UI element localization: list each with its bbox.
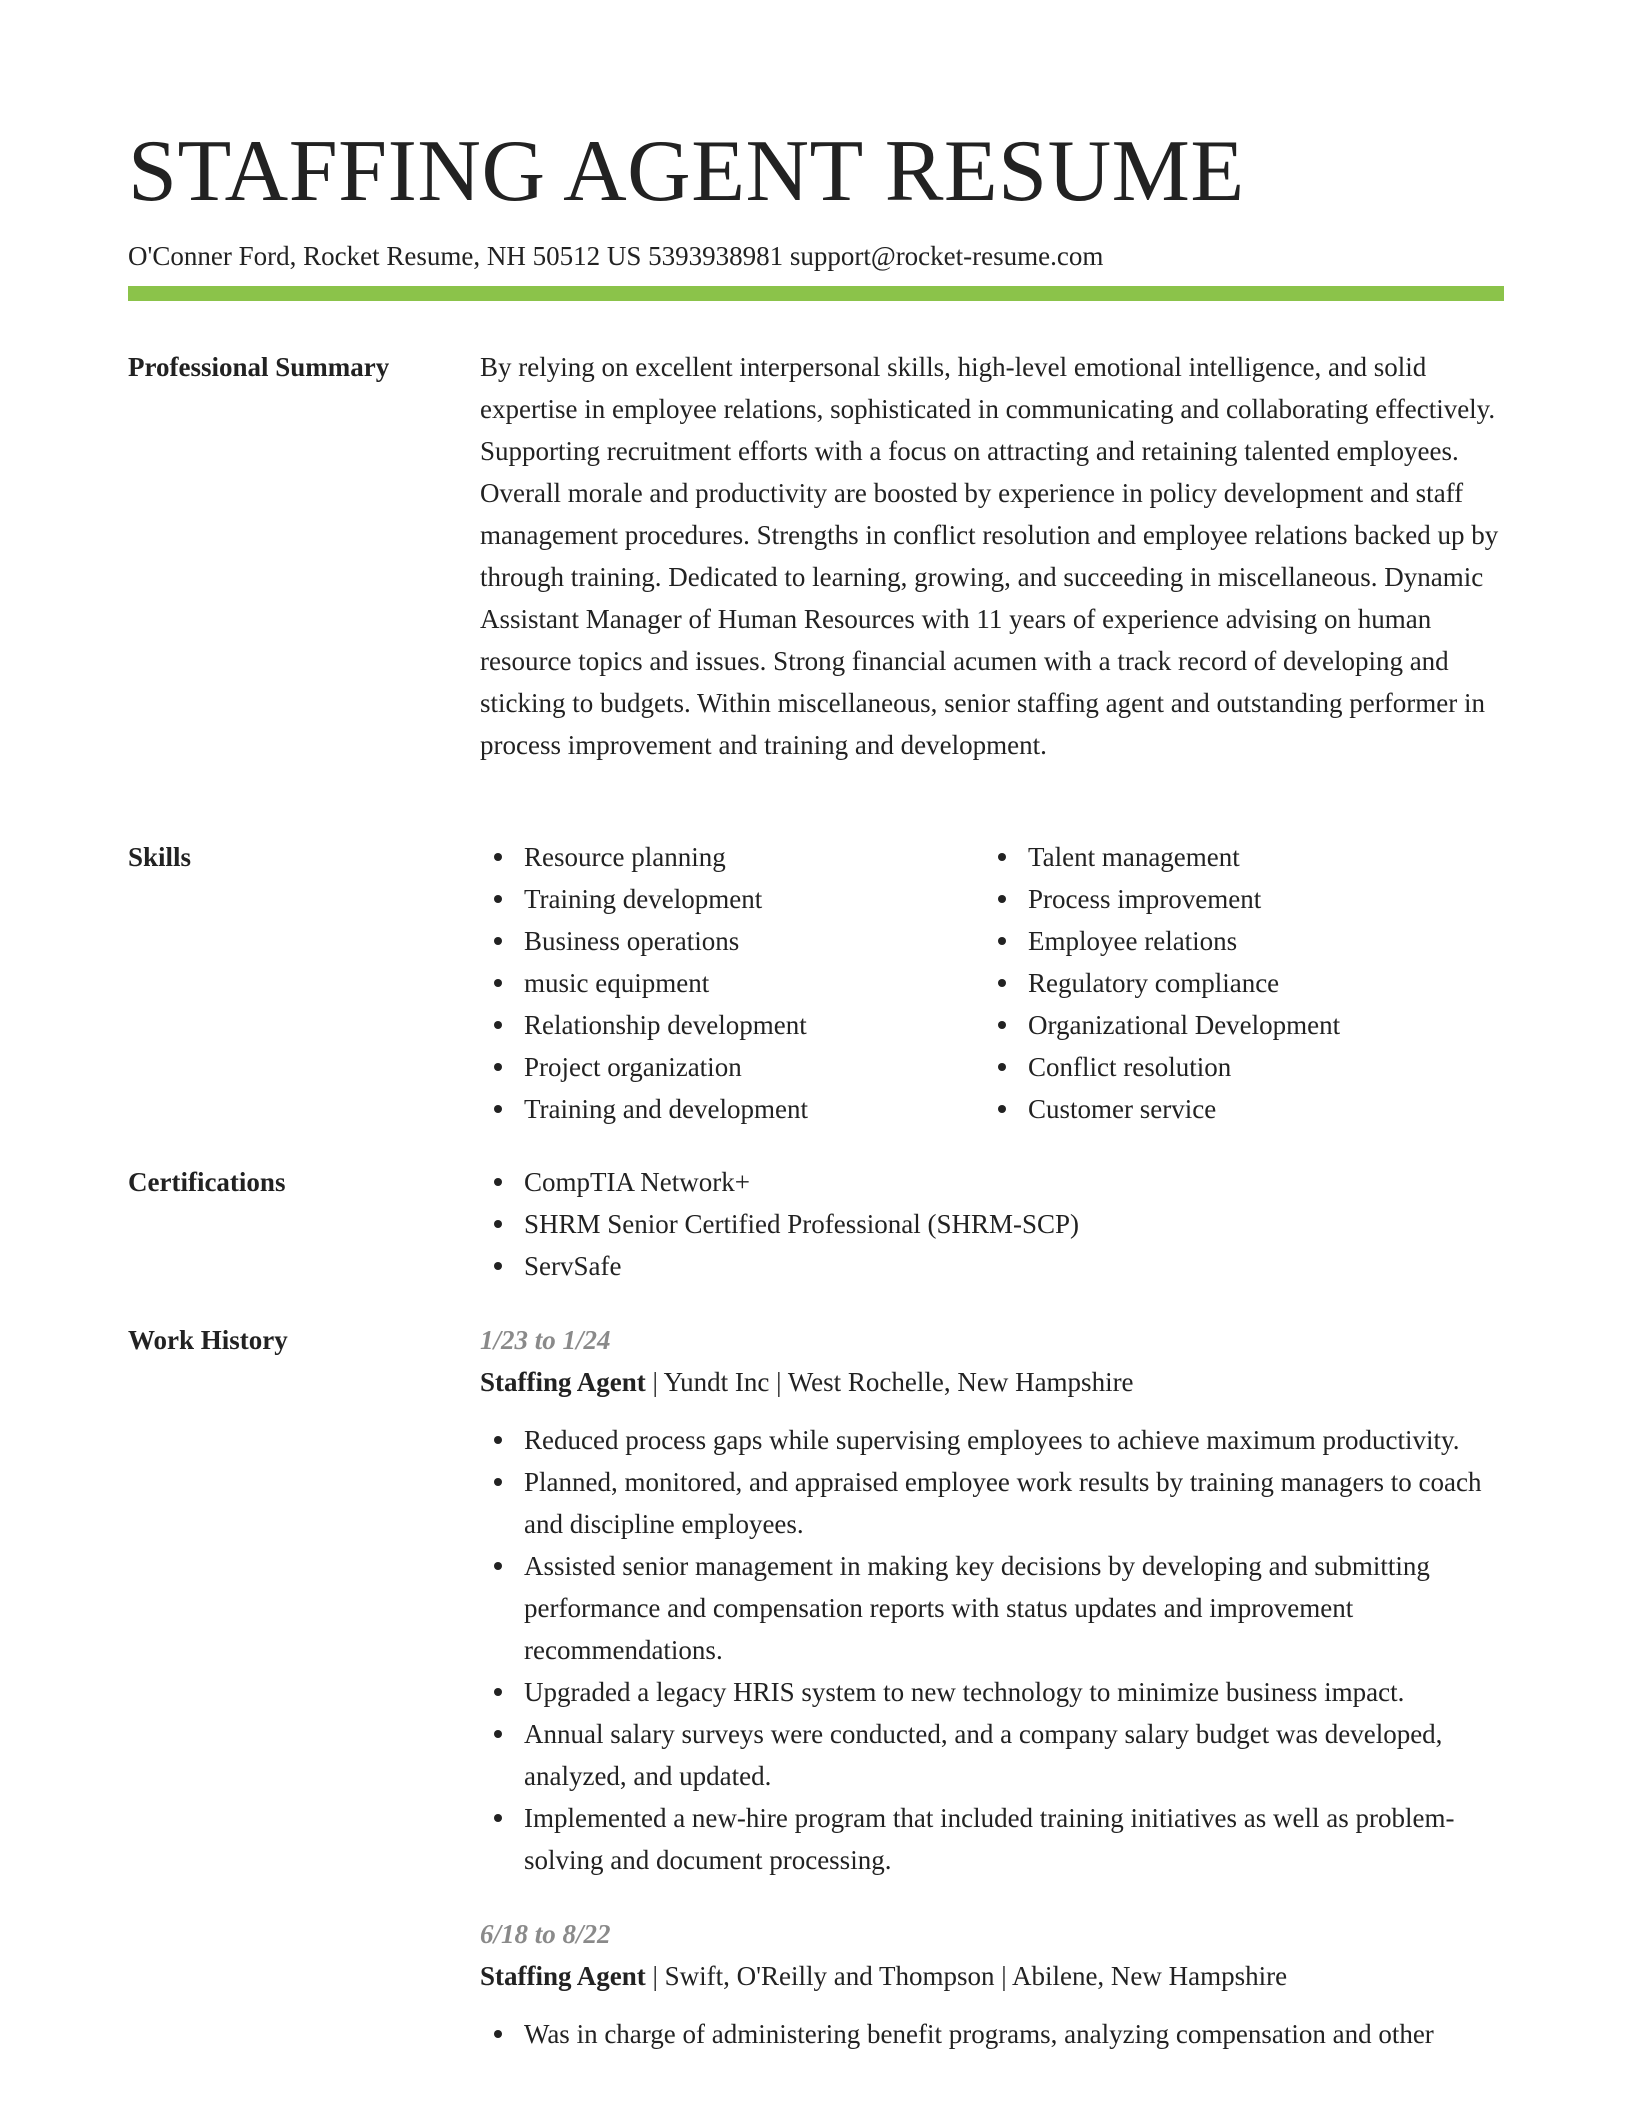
skills-left-list — [480, 836, 984, 1130]
skill-item: Process improvement — [984, 878, 1488, 920]
certification-item: SHRM Senior Certified Professional (SHRM-SCP) — [480, 1203, 1504, 1245]
resume-title: STAFFING AGENT RESUME — [128, 123, 1245, 220]
skills-right-list — [984, 836, 1488, 1130]
contact-line: O'Conner Ford, Rocket Resume, NH 50512 US 5393938981 support@rocket-resume.com — [128, 241, 1104, 271]
summary-text: By relying on excellent interpersonal skills, high-level emotional intelligence, and solid expertise in employee relations, sophisticated in communicating and collaborating effectively. Supporting recruitment efforts with a focus on attracting and retaining talented employees. Overall morale and productivity are boosted by experience in policy development and staff management procedures. Strengths in conflict resolution and employee relations backed up by through training. Dedicated to learning, growing, and succeeding in miscellaneous. Dynamic Assistant Manager of Human Resources with 11 years of experience advising on human resource topics and issues. Strong financial acumen with a track record of developing and sticking to budgets. Within miscellaneous, senior staffing agent and outstanding performer in process improvement and training and development. — [480, 352, 1499, 760]
skill-item: Business operations — [480, 920, 984, 962]
job-bullet-list — [480, 2013, 1504, 2055]
job-heading — [480, 1361, 1504, 1403]
skills-label: Skills — [128, 842, 192, 872]
job-bullet: Planned, monitored, and appraised employee work results by training managers to coach and discipline employees. — [480, 1461, 1504, 1545]
skill-item: music equipment — [480, 962, 984, 1004]
skill-item: Training development — [480, 878, 984, 920]
work-history-body — [480, 1319, 1504, 2055]
job-bullet: Reduced process gaps while supervising employees to achieve maximum productivity. — [480, 1419, 1504, 1461]
job-details: | Yundt Inc | West Rochelle, New Hampshire — [645, 1367, 1134, 1397]
job-heading — [480, 1955, 1504, 1997]
certifications-body — [480, 1161, 1504, 1287]
skill-item: Conflict resolution — [984, 1046, 1488, 1088]
resume-header — [128, 118, 1504, 274]
certifications-label: Certifications — [128, 1167, 286, 1197]
job-entry — [480, 1913, 1504, 2055]
job-spacer — [480, 1881, 1504, 1913]
skill-item: Resource planning — [480, 836, 984, 878]
skill-item: Regulatory compliance — [984, 962, 1488, 1004]
job-details: | Swift, O'Reilly and Thompson | Abilene, New Hampshire — [645, 1961, 1288, 1991]
skill-item: Customer service — [984, 1088, 1488, 1130]
skill-item: Talent management — [984, 836, 1488, 878]
job-bullet: Implemented a new-hire program that included training initiatives as well as problem-solving and document processing. — [480, 1797, 1504, 1881]
skill-item: Training and development — [480, 1088, 984, 1130]
job-bullet: Was in charge of administering benefit programs, analyzing compensation and other — [480, 2013, 1504, 2055]
job-bullet: Annual salary surveys were conducted, and a company salary budget was developed, analyzed, and updated. — [480, 1713, 1504, 1797]
job-title: Staffing Agent — [480, 1961, 646, 1991]
accent-divider — [128, 286, 1504, 301]
work-history-label: Work History — [128, 1325, 288, 1355]
skill-item: Organizational Development — [984, 1004, 1488, 1046]
job-dates: 6/18 to 8/22 — [480, 1919, 611, 1949]
job-entry — [480, 1319, 1504, 1881]
job-dates: 1/23 to 1/24 — [480, 1325, 611, 1355]
job-title: Staffing Agent — [480, 1367, 646, 1397]
job-bullet: Assisted senior management in making key decisions by developing and submitting performance and compensation reports with status updates and improvement recommendations. — [480, 1545, 1504, 1671]
skill-item: Relationship development — [480, 1004, 984, 1046]
skills-body — [480, 836, 1504, 1130]
summary-label: Professional Summary — [128, 352, 390, 382]
skill-item: Employee relations — [984, 920, 1488, 962]
skill-item: Project organization — [480, 1046, 984, 1088]
certification-item: ServSafe — [480, 1245, 1504, 1287]
skills-grid — [480, 836, 1504, 1130]
certification-item: CompTIA Network+ — [480, 1161, 1504, 1203]
certifications-list — [480, 1161, 1504, 1287]
job-bullet-list — [480, 1419, 1504, 1881]
job-bullet: Upgraded a legacy HRIS system to new technology to minimize business impact. — [480, 1671, 1504, 1713]
